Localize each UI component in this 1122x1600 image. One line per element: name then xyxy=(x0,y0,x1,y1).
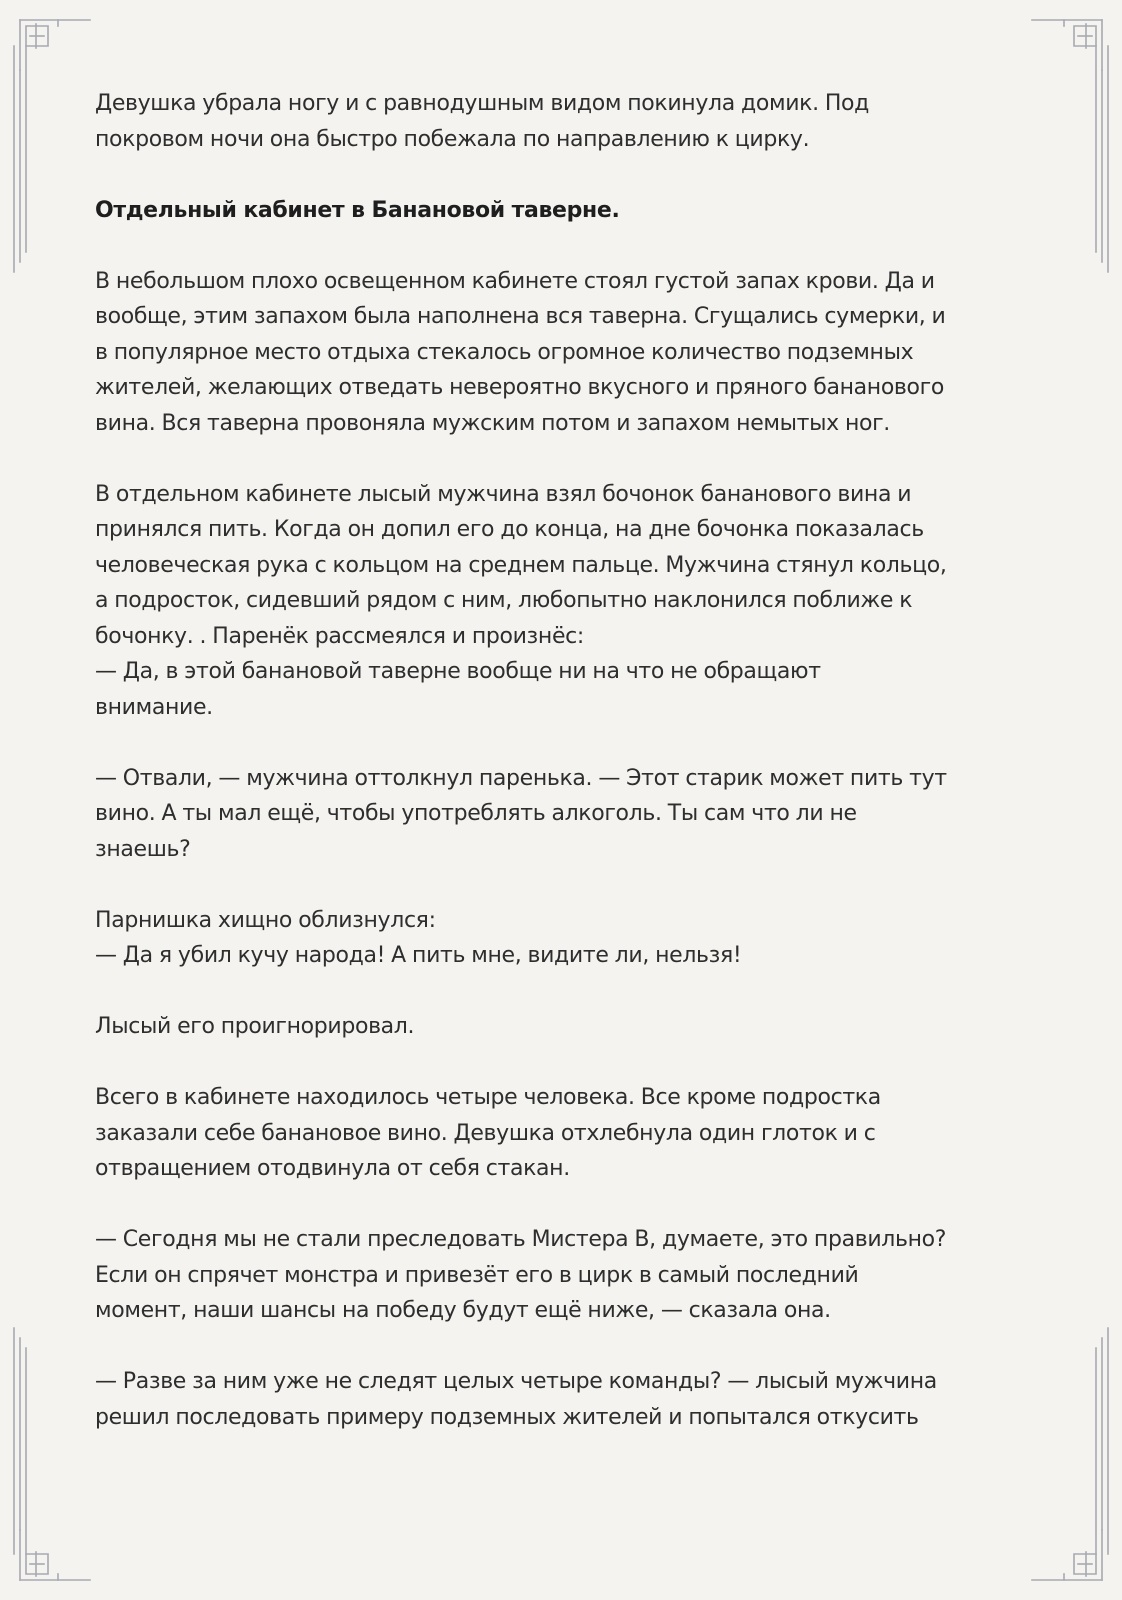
text-line: заказали себе банановое вино. Девушка отхлебнула один глоток и с xyxy=(95,1120,876,1146)
paragraph xyxy=(95,1080,1035,1187)
text-line: жителей, желающих отведать невероятно вкусного и пряного бананового xyxy=(95,375,944,400)
paragraph xyxy=(95,1009,1035,1045)
text-line: — Разве за ним уже не следят целых четыре команды? — лысый мужчина xyxy=(95,1369,937,1394)
text-line: в популярное место отдыха стекалось огромное количество подземных xyxy=(95,339,914,365)
section-heading xyxy=(95,193,1035,229)
paragraph xyxy=(95,761,1035,868)
text-line: — Сегодня мы не стали преследовать Мистера В, думаете, это правильно? xyxy=(95,1227,947,1252)
paragraph xyxy=(95,477,1035,726)
text-line: — Да, в этой банановой таверне вообще ни на что не обращают xyxy=(95,659,821,684)
text-line: принялся пить. Когда он допил его до конца, на дне бочонка показалась xyxy=(95,517,924,542)
text-line: — Отвали, — мужчина оттолкнул паренька. — Этот старик может пить тут xyxy=(95,765,947,791)
text-line: бочонку. . Паренёк рассмеялся и произнёс: xyxy=(95,623,584,649)
text-line: Отдельный кабинет в Банановой таверне. xyxy=(95,197,620,223)
text-line: внимание. xyxy=(95,694,213,720)
paragraph xyxy=(95,1222,1035,1329)
text-line: момент, наши шансы на победу будут ещё ниже, — сказала она. xyxy=(95,1298,831,1323)
text-line: знаешь? xyxy=(95,836,191,862)
paragraph xyxy=(95,264,1035,442)
text-line: вино. А ты мал ещё, чтобы употреблять алкоголь. Ты сам что ли не xyxy=(95,801,857,826)
text-line: а подросток, сидевший рядом с ним, любопытно наклонился поближе к xyxy=(95,588,913,613)
text-line: вообще, этим запахом была наполнена вся таверна. Сгущались сумерки, и xyxy=(95,304,946,329)
text-line: вина. Вся таверна провоняла мужским потом и запахом немытых ног. xyxy=(95,410,890,436)
text-line: покровом ночи она быстро побежала по направлению к цирку. xyxy=(95,126,810,152)
text-line: Лысый его проигнорировал. xyxy=(95,1014,415,1039)
text-line: Парнишка хищно облизнулся: xyxy=(95,907,436,933)
text-line: В небольшом плохо освещенном кабинете стоял густой запах крови. Да и xyxy=(95,268,935,294)
text-line: человеческая рука с кольцом на среднем пальце. Мужчина стянул кольцо, xyxy=(95,552,947,578)
text-line: отвращением отодвинула от себя стакан. xyxy=(95,1156,570,1181)
paragraph xyxy=(95,903,1035,974)
text-line: — Да я убил кучу народа! А пить мне, видите ли, нельзя! xyxy=(95,943,742,968)
paragraph xyxy=(95,1364,1035,1435)
text-line: Девушка убрала ногу и с равнодушным видом покинула домик. Под xyxy=(95,91,870,116)
text-line: В отдельном кабинете лысый мужчина взял бочонок бананового вина и xyxy=(95,481,912,507)
paragraph xyxy=(95,86,1035,157)
text-line: Если он спрячет монстра и привезёт его в цирк в самый последний xyxy=(95,1262,859,1288)
text-line: решил последовать примеру подземных жителей и попытался откусить xyxy=(95,1404,919,1430)
chapter-text xyxy=(95,86,1035,1471)
text-line: Всего в кабинете находилось четыре человека. Все кроме подростка xyxy=(95,1085,881,1110)
